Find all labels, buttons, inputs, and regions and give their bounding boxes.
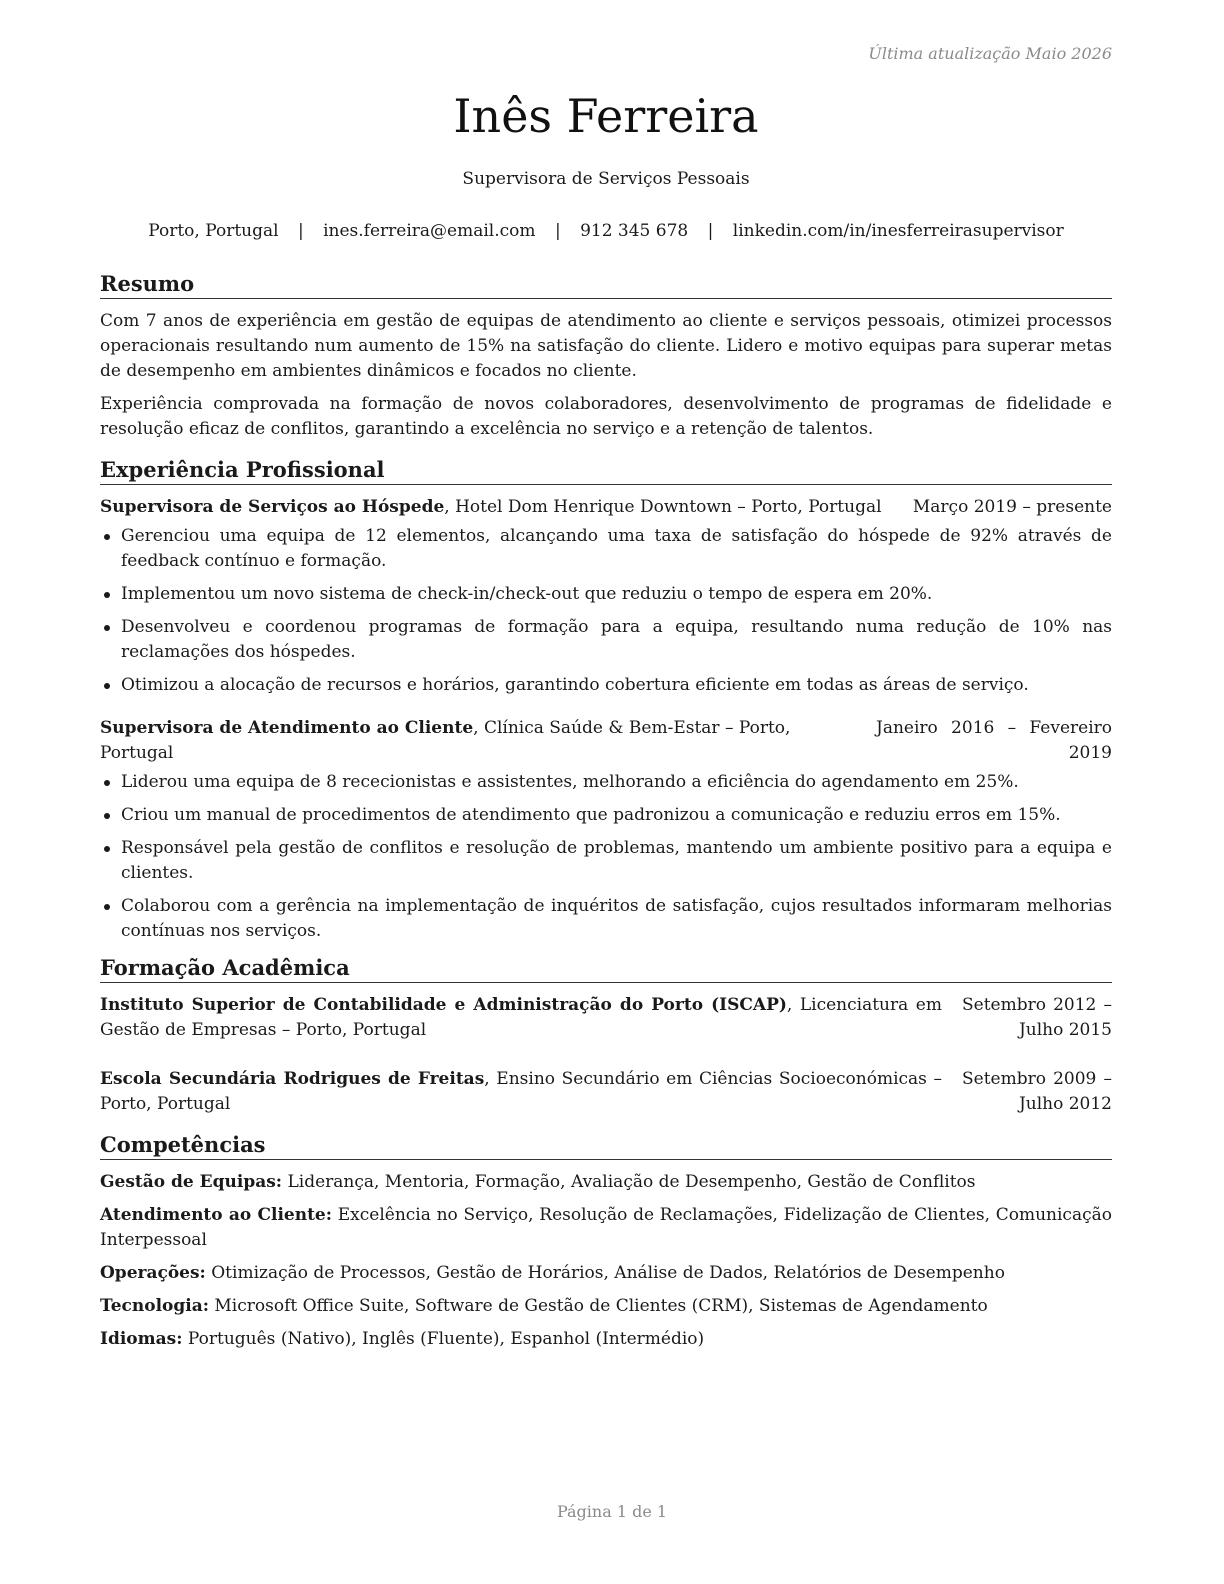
job-entry	[100, 716, 1112, 944]
contact-linkedin[interactable]: linkedin.com/in/inesferreirasupervisor	[732, 221, 1064, 241]
summary-paragraph: Experiência comprovada na formação de novos colaboradores, desenvolvimento de programas de fidelidade e resolução eficaz de conflitos, garantindo a excelência no serviço e a retenção de talentos.	[100, 394, 1112, 439]
list-item: Responsável pela gestão de conflitos e resolução de problemas, mantendo um ambiente positivo para a equipa e clientes.	[121, 836, 1112, 886]
skill-row	[100, 1261, 1112, 1286]
summary-section	[100, 270, 1112, 442]
experience-section	[100, 456, 1112, 944]
list-item: Otimizou a alocação de recursos e horários, garantindo cobertura eficiente em todas as áreas de serviço.	[121, 673, 1112, 698]
job-entry	[100, 495, 1112, 698]
education-institution: Escola Secundária Rodrigues de Freitas	[100, 1069, 485, 1089]
candidate-tagline: Supervisora de Serviços Pessoais	[462, 169, 750, 189]
contact-separator: |	[297, 221, 304, 241]
candidate-name: Inês Ferreira	[453, 89, 759, 143]
skill-value: Excelência no Serviço, Resolução de Reclamações, Fidelização de Clientes, Comunicação Interpessoal	[100, 1205, 1112, 1250]
section-title: Resumo	[100, 270, 1112, 299]
education-dates: Setembro 2012 – Julho 2015	[962, 995, 1112, 1040]
skill-label: Atendimento ao Cliente:	[100, 1205, 333, 1225]
education-institution: Instituto Superior de Contabilidade e Administração do Porto (ISCAP)	[100, 995, 787, 1015]
list-item: Colaborou com a gerência na implementação de inquéritos de satisfação, cujos resultados informaram melhorias contínuas nos serviços.	[121, 894, 1112, 944]
job-place: , Clínica Saúde & Bem-Estar – Porto, Portugal	[100, 718, 791, 763]
summary-paragraph: Com 7 anos de experiência em gestão de equipas de atendimento ao cliente e serviços pessoais, otimizei processos operacionais resultando num aumento de 15% na satisfação do cliente. Lidero e motivo equipas para superar metas de desempenho em ambientes dinâmicos e focados no cliente.	[100, 311, 1112, 381]
education-section	[100, 954, 1112, 1117]
list-item: Desenvolveu e coordenou programas de formação para a equipa, resultando numa redução de 10% nas reclamações dos hóspedes.	[121, 615, 1112, 665]
contact-line	[100, 220, 1112, 242]
job-header	[100, 495, 1112, 520]
resume-content	[100, 270, 1112, 1362]
education-dates: Setembro 2009 – Julho 2012	[962, 1069, 1112, 1114]
job-place: , Hotel Dom Henrique Downtown – Porto, Portugal	[444, 497, 882, 517]
education-detail: , Licenciatura em Gestão de Empresas – Porto, Portugal	[100, 995, 942, 1040]
education-entry	[100, 993, 1112, 1043]
job-bullets	[100, 770, 1112, 944]
skill-label: Gestão de Equipas:	[100, 1172, 283, 1192]
job-role: Supervisora de Serviços ao Hóspede	[100, 497, 445, 517]
skill-row	[100, 1294, 1112, 1319]
skills-section	[100, 1131, 1112, 1352]
skill-value: Liderança, Mentoria, Formação, Avaliação de Desempenho, Gestão de Conflitos	[282, 1172, 976, 1192]
skill-label: Idiomas:	[100, 1329, 183, 1349]
education-entry	[100, 1067, 1112, 1117]
skill-label: Tecnologia:	[100, 1296, 209, 1316]
job-bullets	[100, 524, 1112, 698]
contact-location: Porto, Portugal	[148, 221, 279, 241]
job-role: Supervisora de Atendimento ao Cliente	[100, 718, 474, 738]
contact-separator: |	[707, 221, 714, 241]
last-updated: Última atualização Maio 2026	[868, 44, 1112, 63]
list-item: Gerenciou uma equipa de 12 elementos, alcançando uma taxa de satisfação do hóspede de 92% através de feedback contínuo e formação.	[121, 524, 1112, 574]
job-dates: Março 2019 – presente	[912, 497, 1112, 517]
section-title: Competências	[100, 1131, 1112, 1160]
education-detail: , Ensino Secundário em Ciências Socioeconómicas – Porto, Portugal	[100, 1069, 943, 1114]
contact-email[interactable]: ines.ferreira@email.com	[323, 221, 536, 241]
skill-row	[100, 1327, 1112, 1352]
contact-separator: |	[554, 221, 561, 241]
skill-value: Microsoft Office Suite, Software de Gestão de Clientes (CRM), Sistemas de Agendamento	[209, 1296, 988, 1316]
page-number: Página 1 de 1	[556, 1502, 668, 1521]
skill-row	[100, 1170, 1112, 1195]
skill-row	[100, 1203, 1112, 1253]
list-item: Implementou um novo sistema de check-in/check-out que reduziu o tempo de espera em 20%.	[121, 582, 1112, 607]
contact-phone: 912 345 678	[580, 221, 689, 241]
skill-value: Português (Nativo), Inglês (Fluente), Espanhol (Intermédio)	[182, 1329, 705, 1349]
section-title: Experiência Profissional	[100, 456, 1112, 485]
job-header	[100, 716, 1112, 766]
skill-label: Operações:	[100, 1263, 206, 1283]
skill-value: Otimização de Processos, Gestão de Horários, Análise de Dados, Relatórios de Desempenho	[205, 1263, 1005, 1283]
job-dates: Janeiro 2016 – Fevereiro 2019	[876, 718, 1112, 763]
list-item: Liderou uma equipa de 8 rececionistas e assistentes, melhorando a eficiência do agendamento em 25%.	[121, 770, 1112, 795]
list-item: Criou um manual de procedimentos de atendimento que padronizou a comunicação e reduziu erros em 15%.	[121, 803, 1112, 828]
section-title: Formação Acadêmica	[100, 954, 1112, 983]
